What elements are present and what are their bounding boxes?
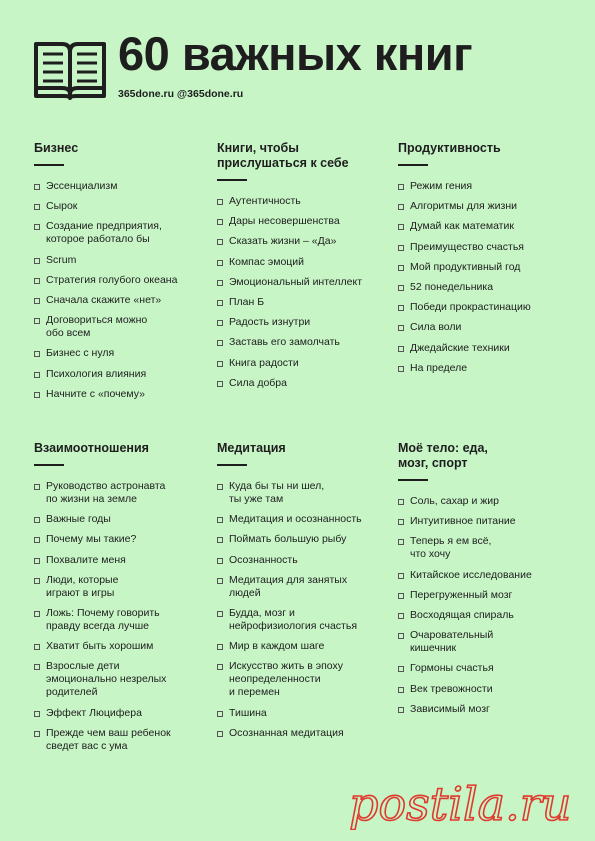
section-self <box>217 141 387 397</box>
book-item: Победи прокрастинацию <box>398 301 568 314</box>
book-item: Руководство астронавта по жизни на земле <box>34 480 204 506</box>
page-title: 60 важных книг <box>118 27 473 80</box>
heading-underline <box>398 479 428 481</box>
book-item: Китайское исследование <box>398 569 568 582</box>
book-item: Осознанная медитация <box>217 727 387 740</box>
book-item: Искусство жить в эпоху неопределенности и перемен <box>217 660 387 699</box>
section-heading: Бизнес <box>34 141 79 155</box>
book-list <box>34 180 204 401</box>
heading-underline <box>34 464 64 466</box>
book-item: Медитация и осознанность <box>217 513 387 526</box>
book-item: План Б <box>217 296 387 309</box>
book-list <box>217 480 387 740</box>
book-item: Почему мы такие? <box>34 533 204 546</box>
site-links: 365done.ru @365done.ru <box>118 88 244 100</box>
book-item: Гормоны счастья <box>398 662 568 675</box>
book-item: Заставь его замолчать <box>217 336 387 349</box>
book-item: Преимущество счастья <box>398 241 568 254</box>
book-item: Медитация для занятых людей <box>217 574 387 600</box>
section-heading: Медитация <box>217 441 286 455</box>
book-item: Куда бы ты ни шел, ты уже там <box>217 480 387 506</box>
book-item: Начните с «почему» <box>34 388 204 401</box>
book-item: Ложь: Почему говорить правду всегда лучше <box>34 607 204 633</box>
book-item: Думай как математик <box>398 220 568 233</box>
book-item: Сначала скажите «нет» <box>34 294 204 307</box>
book-item: Тишина <box>217 707 387 720</box>
book-item: На пределе <box>398 362 568 375</box>
book-item: Сырок <box>34 200 204 213</box>
book-item: Хватит быть хорошим <box>34 640 204 653</box>
book-item: Scrum <box>34 254 204 267</box>
section-business <box>34 141 204 408</box>
book-item: Психология влияния <box>34 368 204 381</box>
book-item: Стратегия голубого океана <box>34 274 204 287</box>
book-list <box>34 480 204 753</box>
section-heading: Книги, чтобы прислушаться к себе <box>217 141 349 170</box>
section-body <box>398 441 568 723</box>
book-list <box>398 495 568 716</box>
section-heading: Взаимоотношения <box>34 441 149 455</box>
book-list <box>398 180 568 375</box>
book-item: Люди, которые играют в игры <box>34 574 204 600</box>
book-item: Дары несовершенства <box>217 215 387 228</box>
heading-underline <box>217 179 247 181</box>
book-item: Джедайские техники <box>398 342 568 355</box>
book-item: Мой продуктивный год <box>398 261 568 274</box>
book-item: Радость изнутри <box>217 316 387 329</box>
book-item: Важные годы <box>34 513 204 526</box>
section-meditation <box>217 441 387 747</box>
book-item: Век тревожности <box>398 683 568 696</box>
book-item: Эффект Люцифера <box>34 707 204 720</box>
book-item: Очаровательный кишечник <box>398 629 568 655</box>
heading-underline <box>34 164 64 166</box>
book-item: Договориться можно обо всем <box>34 314 204 340</box>
book-item: Осознанность <box>217 554 387 567</box>
book-item: Интуитивное питание <box>398 515 568 528</box>
book-item: Сила добра <box>217 377 387 390</box>
book-item: Прежде чем ваш ребенок сведет вас с ума <box>34 727 204 753</box>
section-heading: Продуктивность <box>398 141 501 155</box>
book-item: Бизнес с нуля <box>34 347 204 360</box>
book-icon <box>34 38 106 100</box>
book-item: Алгоритмы для жизни <box>398 200 568 213</box>
book-item: Книга радости <box>217 357 387 370</box>
book-item: Поймать большую рыбу <box>217 533 387 546</box>
section-relationships <box>34 441 204 760</box>
section-productivity <box>398 141 568 382</box>
book-item: Режим гения <box>398 180 568 193</box>
heading-underline <box>398 164 428 166</box>
book-item: Восходящая спираль <box>398 609 568 622</box>
watermark-logo <box>345 780 585 830</box>
section-heading: Моё тело: еда, мозг, спорт <box>398 441 488 470</box>
book-item: Перегруженный мозг <box>398 589 568 602</box>
book-item: Компас эмоций <box>217 256 387 269</box>
book-item: Эссенциализм <box>34 180 204 193</box>
book-item: Взрослые дети эмоционально незрелых родителей <box>34 660 204 699</box>
book-item: Создание предприятия, которое работало бы <box>34 220 204 246</box>
book-item: Эмоциональный интеллект <box>217 276 387 289</box>
book-item: Зависимый мозг <box>398 703 568 716</box>
book-item: Мир в каждом шаге <box>217 640 387 653</box>
book-item: Похвалите меня <box>34 554 204 567</box>
watermark-text: postila.ru <box>349 780 572 830</box>
book-item: Теперь я ем всё, что хочу <box>398 535 568 561</box>
heading-underline <box>217 464 247 466</box>
book-list <box>217 195 387 390</box>
book-item: Сила воли <box>398 321 568 334</box>
book-item: Будда, мозг и нейрофизиология счастья <box>217 607 387 633</box>
book-item: Соль, сахар и жир <box>398 495 568 508</box>
book-item: 52 понедельника <box>398 281 568 294</box>
book-item: Сказать жизни – «Да» <box>217 235 387 248</box>
book-item: Аутентичность <box>217 195 387 208</box>
